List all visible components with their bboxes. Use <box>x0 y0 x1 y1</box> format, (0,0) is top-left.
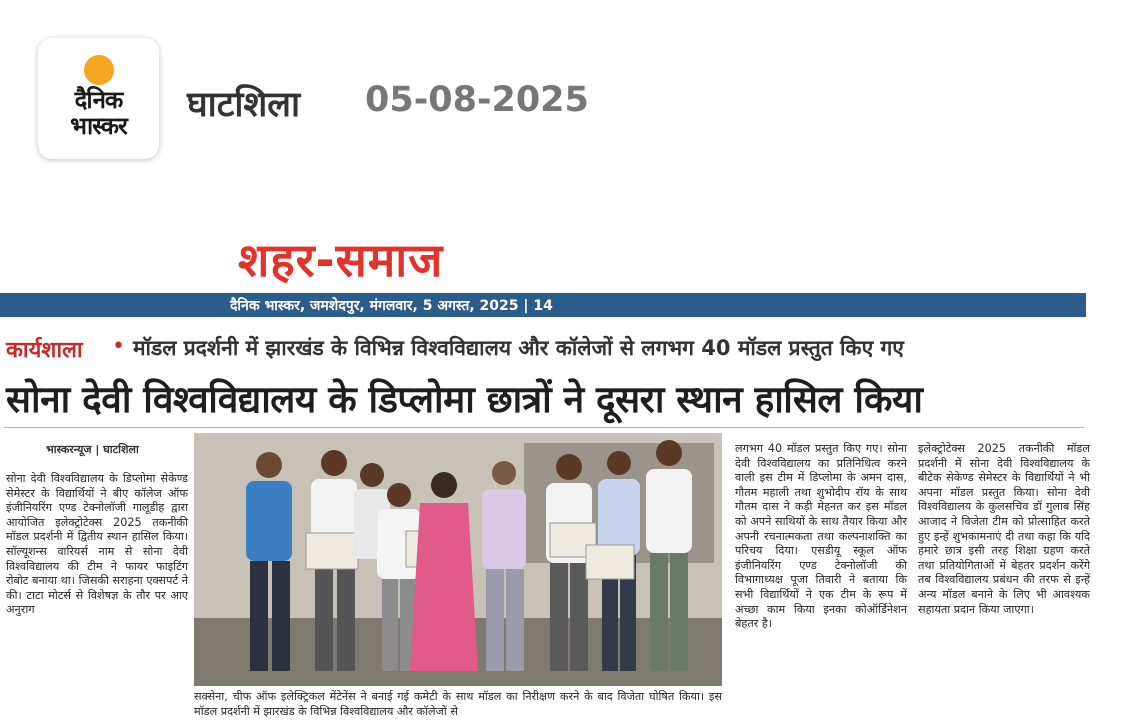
column-1-text: सोना देवी विश्वविद्यालय के डिप्लोमा सेकेण्ड सेमेस्टर के विद्यार्थियों ने बीए कॉलेज ऑफ इंजीनियरिंग एण्ड टेक्नोलॉजी गालूडीह द्वारा आयोजित इलेक्ट्रोटेक्स 2025 तकनीकी मॉडल प्रदर्शनी में द्वितीय स्थान हासिल किया। सॉल्यूशन्स वारियर्स नाम से सोना देवी विश्वविद्यालय की टीम ने फायर फाइटिंग रोबोट बनाया था। जिसकी सराहना एक्सपर्ट ने की। टाटा मोटर्स से विशेषज्ञ के तौर पर आए अनुराग <box>6 472 188 617</box>
column-4-text: इलेक्ट्रोटेक्स 2025 तकनीकी मॉडल प्रदर्शनी में सोना देवी विश्वविद्यालय के बीटेक सेकेण्ड सेमेस्टर के विद्यार्थियों ने भी अपना मॉडल प्रस्तुत किया। सोना देवी विश्वविद्यालय के कुलसचिव डॉ गुलाब सिंह आजाद ने विजेता टीम को प्रोत्साहित करते हुए इन्हें शुभकामनाएं दी तथा कहा कि यदि हमारे छात्र इसी तरह शिक्षा ग्रहण करते तथा प्रतियोगिताओं में बेहतर प्रदर्शन करेंगे तब विश्वविद्यालय प्रबंधन की तरफ से इन्हें अन्य मॉडल बनाने के लिए भी आवश्यक सहायता प्रदान किया जाएगा। <box>918 442 1090 616</box>
app-logo <box>38 38 159 159</box>
kicker-label: कार्यशाला <box>6 338 83 363</box>
city-label: घाटशिला <box>187 85 301 125</box>
kicker-text: मॉडल प्रदर्शनी में झारखंड के विभिन्न विश्वविद्यालय और कॉलेजों से लगभग 40 मॉडल प्रस्तुत किए गए <box>133 336 904 360</box>
sun-icon <box>84 55 114 85</box>
article-column-4 <box>918 442 1090 617</box>
divider <box>4 427 1084 428</box>
person-figure <box>482 461 526 671</box>
byline: भास्करन्यूज | घाटशिला <box>46 443 139 456</box>
section-title: शहर-समाज <box>238 233 444 287</box>
photo-caption-text: सक्सेना, चीफ ऑफ इलेक्ट्रिकल मेंटेनेंस ने बनाई गई कमेटी के साथ मॉडल का निरीक्षण करने के बाद विजेता घोषित किया। इस मॉडल प्रदर्शनी में झारखंड के विभिन्न विश्वविद्यालय और कॉलेजों से <box>194 690 722 718</box>
bullet-icon: • <box>112 334 125 359</box>
masthead-text: दैनिक भास्कर, जमशेदपुर, मंगलवार, 5 अगस्त, 2025 | 14 <box>230 298 553 314</box>
news-photo <box>194 433 722 686</box>
logo-text-bottom: भास्कर <box>70 112 127 140</box>
date-label: 05-08-2025 <box>365 80 589 120</box>
headline: सोना देवी विश्वविद्यालय के डिप्लोमा छात्रों ने दूसरा स्थान हासिल किया <box>6 378 923 421</box>
article-column-1 <box>6 472 188 618</box>
column-3-text: लगभग 40 मॉडल प्रस्तुत किए गए। सोना देवी विश्वविद्यालय का प्रतिनिधित्व करने वाली इस टीम में डिप्लोमा के अमन दास, गौतम महाली तथा शुभोदीप रॉय के साथ गौतम दास ने कड़ी मेहनत कर इस मॉडल को अपने साथियों के साथ तैयार किया और अपनी रचनात्मकता तथा कल्पनाशक्ति का परिचय दिया। एसडीयू स्कूल ऑफ इंजीनियरिंग एण्ड टेक्नोलॉजी की विभागाध्यक्ष पूजा तिवारी ने बताया कि सभी विद्यार्थियों ने एक टीम के रूप में अच्छा काम किया इनका कोऑर्डिनेशन बेहतर है। <box>735 442 907 631</box>
logo-text-top: दैनिक <box>74 86 123 114</box>
article-column-3 <box>735 442 907 632</box>
